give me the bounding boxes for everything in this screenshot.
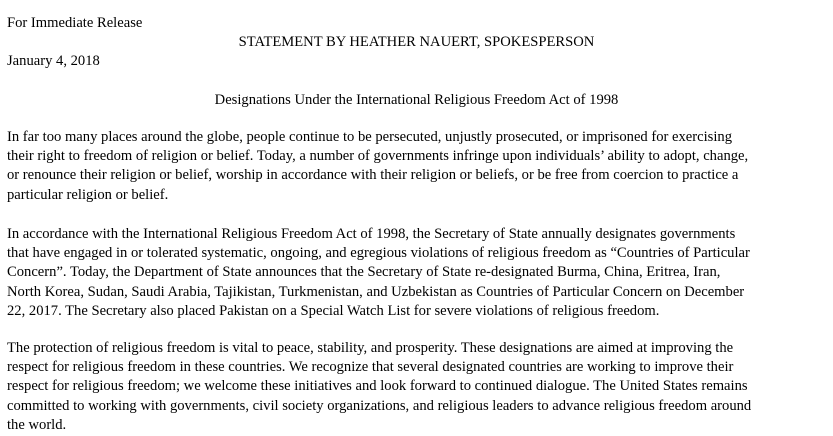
release-label: For Immediate Release — [7, 15, 143, 31]
paragraph-line: Concern”. Today, the Department of State announces that the Secretary of State re-designated Burma, China, Eritrea, Iran, — [7, 264, 721, 281]
paragraph-line: The protection of religious freedom is vital to peace, stability, and prosperity. These designations are aimed at improving the — [7, 340, 734, 356]
paragraph-line: their right to freedom of religion or belief. Today, a number of governments infringe upon individuals’ ability to adopt, change, — [7, 148, 749, 165]
paragraph-line: In accordance with the International Religious Freedom Act of 1998, the Secretary of State annually designates governments — [7, 226, 736, 242]
paragraph-line: particular religion or belief. — [7, 186, 169, 203]
paragraph-line: that have engaged in or tolerated systematic, ongoing, and egregious violations of religious freedom as “Countries of Particular — [7, 245, 750, 262]
paragraph-line: committed to working with governments, civil society organizations, and religious leaders to advance religious freedom around — [7, 397, 752, 414]
paragraph-line: respect for religious freedom; we welcome these initiatives and look forward to continued dialogue. The United States remains — [7, 378, 748, 395]
paragraph-line: In far too many places around the globe, people continue to be persecuted, unjustly prosecuted, or imprisoned for exercising — [7, 129, 733, 145]
statement-date: January 4, 2018 — [7, 53, 100, 69]
statement-title: STATEMENT BY HEATHER NAUERT, SPOKESPERSON — [238, 34, 595, 50]
paragraph-line: the world. — [7, 416, 67, 433]
paragraph-line: 22, 2017. The Secretary also placed Pakistan on a Special Watch List for severe violations of religious freedom. — [7, 302, 660, 319]
paragraph-line: respect for religious freedom in these countries. We recognize that several designated countries are working to improve their — [7, 359, 734, 376]
statement-subtitle: Designations Under the International Religious Freedom Act of 1998 — [214, 92, 619, 108]
paragraph-designations — [7, 225, 750, 321]
paragraph-line: North Korea, Sudan, Saudi Arabia, Tajikistan, Turkmenistan, and Uzbekistan as Countries of Particular Concern on December — [7, 283, 745, 300]
paragraph-persecution — [7, 128, 748, 205]
paragraph-line: or renounce their religion or belief, worship in accordance with their religion or beliefs, or be free from coercion to practice a — [7, 167, 739, 184]
paragraph-protection — [7, 339, 751, 435]
